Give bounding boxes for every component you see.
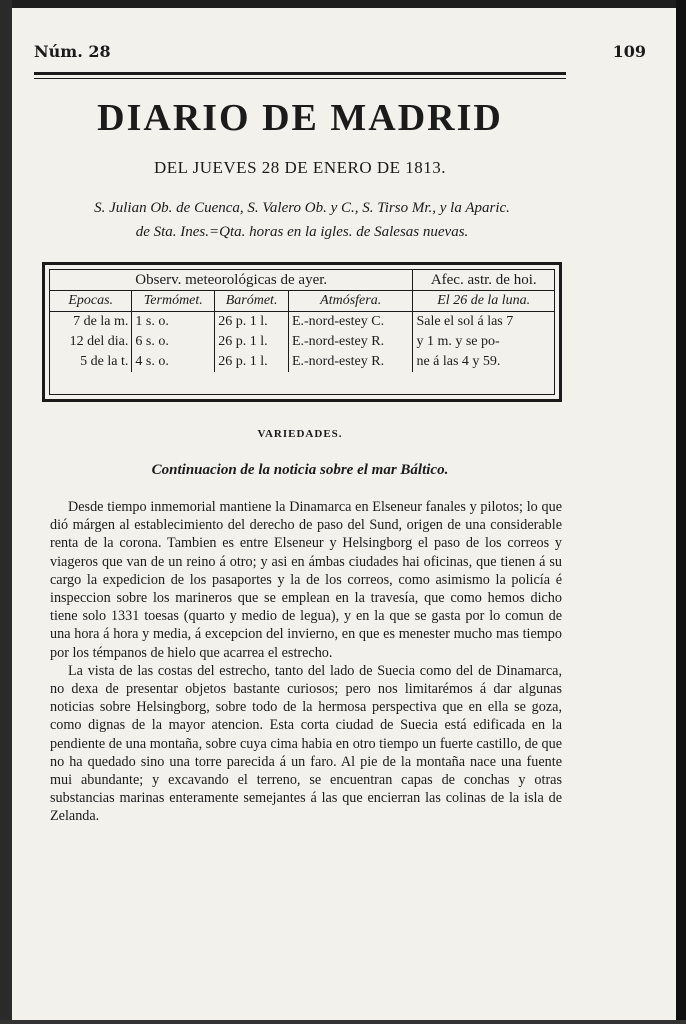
cell-termo: 1 s. o. [132, 312, 215, 333]
cell-astro: Sale el sol á las 7 [416, 314, 514, 329]
section-heading: VARIEDADES. [257, 428, 343, 440]
article-title: Continuacion de la noticia sobre el mar Báltico. [151, 462, 449, 478]
weather-table-frame [42, 262, 562, 402]
weather-row [50, 312, 554, 333]
cell-baro: 26 p. 1 l. [215, 312, 289, 333]
cell-baro: 26 p. 1 l. [215, 332, 289, 352]
scan-edge-bottom [0, 1020, 686, 1024]
col-barometro: Barómet. [215, 291, 289, 312]
col-termometro: Termómet. [132, 291, 215, 312]
cell-atmos: E.-nord-estey R. [288, 352, 412, 372]
col-luna: El 26 de la luna. [413, 291, 554, 312]
cell-epoca: 7 de la m. [50, 312, 132, 333]
col-atmosfera: Atmósfera. [288, 291, 412, 312]
masthead-title: DIARIO DE MADRID [97, 97, 503, 139]
cell-astro: y 1 m. y se po- [416, 334, 500, 349]
saints-line-1: S. Julian Ob. de Cuenca, S. Valero Ob. y C., S. Tirso Mr., y la Aparic. [94, 200, 510, 216]
cell-termo: 6 s. o. [132, 332, 215, 352]
scan-edge-right [676, 0, 686, 1024]
header-rule-thin [34, 78, 566, 79]
cell-epoca: 5 de la t. [50, 352, 132, 372]
astro-heading: Afec. astr. de hoi. [413, 270, 554, 291]
weather-row [50, 332, 554, 352]
article-body [50, 498, 562, 826]
issue-date: DEL JUEVES 28 DE ENERO DE 1813. [153, 158, 447, 177]
article-paragraph: La vista de las costas del estrecho, tanto del lado de Suecia como del de Dinamarca, no dexa de presentar objetos bastante curiosos; pero nos limitarémos á dar algunas noticias sobre Helsingborg, sobre todo de la hermosa perspectiva que en ella se goza, como dignas de la mayor atencion. Esta corta ciudad de Suecia está edificada en la pendiente de una montaña, sobre cuya cima habia en otro tiempo un fuerte castillo, de que no ha quedado sino una torre parecida á un faro. Al pie de la montaña nace una fuente mui abundante; y excavando el terreno, se encuentran capas de conchas y otras substancias marinas enteramente semejantes á las que encierran las colinas de la isla de Zelanda. [50, 662, 562, 825]
header-rule-thick [34, 72, 566, 75]
issue-number: Núm. 28 [34, 42, 111, 61]
saints-line-2: de Sta. Ines.=Qta. horas en la igles. de Salesas nuevas. [135, 224, 469, 240]
weather-table [50, 270, 554, 372]
saints-of-day [42, 196, 562, 244]
page-number: 109 [612, 42, 646, 61]
cell-atmos: E.-nord-estey C. [288, 312, 412, 333]
weather-heading: Observ. meteorológicas de ayer. [50, 270, 413, 291]
cell-termo: 4 s. o. [132, 352, 215, 372]
cell-baro: 26 p. 1 l. [215, 352, 289, 372]
weather-row [50, 352, 554, 372]
cell-epoca: 12 del dia. [50, 332, 132, 352]
cell-atmos: E.-nord-estey R. [288, 332, 412, 352]
scan-edge-left [0, 0, 12, 1024]
newspaper-page [12, 8, 676, 1020]
article-paragraph: Desde tiempo inmemorial mantiene la Dinamarca en Elseneur fanales y pilotos; lo que dió márgen al establecimiento del derecho de paso del Sund, origen de una considerable renta de la corona. Tambien es entre Elseneur y Helsingborg el paso de los correos y viageros que van de un reino á otro; y asi en ámbas ciudades hai oficinas, que tienen á su cargo la expedicion de los pasaportes y la de los correos, como asimismo la policía é inspeccion sobre los marineros que se emplean en la travesía, que como hemos dicho tiene solo 1331 toesas (quarto y medio de legua), y en la que se gasta por lo comun de una hora á hora y media, á excepcion del invierno, en que es menester mucho mas tiempo por los témpanos de hielo que acarrea el estrecho. [50, 499, 562, 661]
cell-astro: ne á las 4 y 59. [416, 354, 501, 369]
col-epocas: Epocas. [50, 291, 132, 312]
